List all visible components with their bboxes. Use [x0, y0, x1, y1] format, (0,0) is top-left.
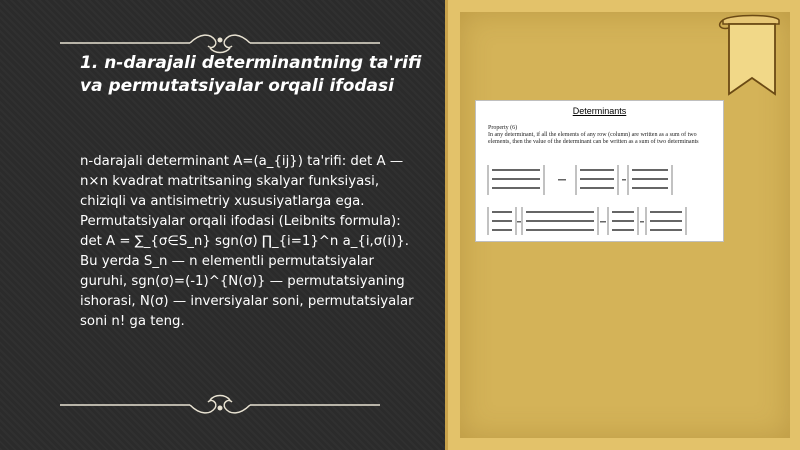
slide-body-text: n-darajali determinant A=(a_{ij}) ta'rifi: det A — n×n kvadrat matritsaning skalyar funksiyasi, chiziqli va antisimetriy xususiyatlarga ega. Permutatsiyalar orqali ifodasi (Leibnits formula): det A = ∑_{σ∈S_n} sgn(σ) ∏_{i=1}^n a_{i,σ(i)}. Bu yerda S_n — n elementli permutatsiyalar guruhi, sgn(σ)=(-1)^{N(σ)} — permutatsiyaning ishorasi, N(σ) — inversiyalar soni, permutatsiyalar soni n! ga teng.	[80, 154, 414, 329]
matrix-equations-graphic	[486, 163, 714, 239]
image-title: Determinants	[572, 106, 627, 116]
image-property-text: In any determinant, if all the elements of any row (column) are written as a sum of two elements, then the value of the determinant can be written as a sum of two determinants	[488, 132, 699, 145]
slide-title: 1. n-darajali determinantning ta'rifi va permutatsiyalar orqali ifodasi	[80, 53, 422, 96]
bookmark-ribbon	[713, 14, 783, 100]
image-body	[488, 125, 713, 146]
image-property-label: Property (6)	[488, 125, 518, 131]
bottom-ornament-divider	[60, 390, 380, 420]
determinants-image	[475, 100, 724, 242]
